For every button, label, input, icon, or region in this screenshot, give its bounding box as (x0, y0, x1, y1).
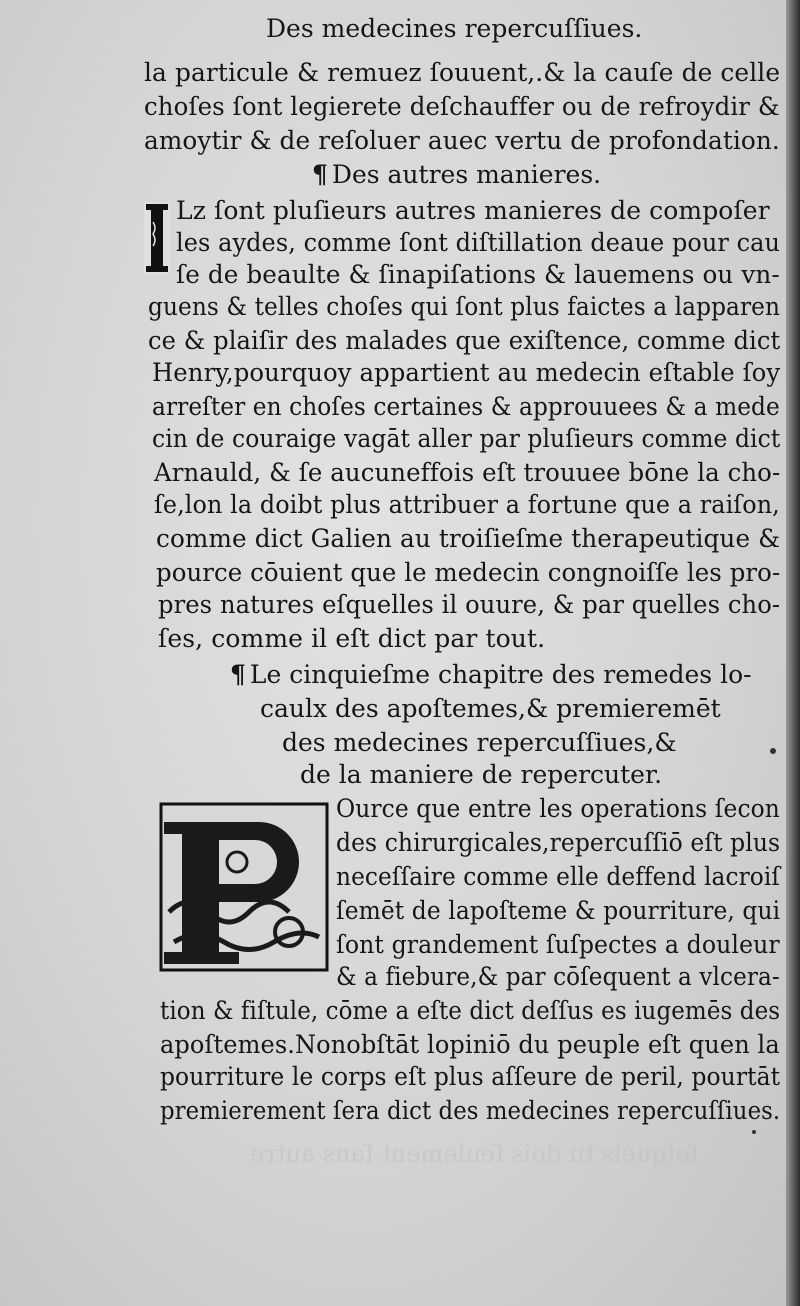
bleed-through-text: ſeſquels tu dois ſeulement ſans autre (250, 1140, 699, 1168)
text-line: premierement ſera dict des medecines repercuſſiues. (160, 1096, 781, 1125)
text-line: ſe de beaulte & ſinapiſations & lauemens ou vn- (176, 260, 780, 289)
text-line: & a fiebure,& par cōſequent a vlcera- (336, 962, 780, 991)
chapter-heading-line (230, 660, 752, 690)
text-line: ce & plaiſir des malades que exiſtence, comme dict (148, 326, 781, 355)
text-line: Lz ſont pluſieurs autres manieres de compoſer (176, 196, 770, 225)
text-line: arreſter en choſes certaines & approuuees & a mede (152, 392, 780, 421)
text-line: tion & fiſtule, cōme a eſte dict deſſus es iugemēs des (160, 996, 781, 1025)
chapter-heading-line: des medecines repercuſſiues,& (282, 728, 677, 757)
text-line: comme dict Galien au troiſieſme therapeutique & (156, 524, 781, 553)
section-title (312, 160, 601, 190)
text-line: apoſtemes.Nonobſtāt lopiniō du peuple eſt quen la (160, 1030, 780, 1059)
pilcrow-icon: ¶ (230, 660, 246, 689)
text-line: cin de couraige vagāt aller par pluſieurs comme dict (152, 424, 781, 453)
text-line: Ource que entre les operations ſecon (336, 794, 780, 823)
ink-speck (752, 1130, 756, 1134)
text-line: ſes, comme il eſt dict par tout. (158, 624, 546, 653)
chapter-heading-text: Le cinquieſme chapitre des remedes lo- (249, 660, 752, 689)
text-line: pource cōuient que le medecin congnoiſſe les pro- (156, 558, 781, 587)
running-head: Des medecines repercuſſiues. (266, 14, 643, 43)
text-line: amoytir & de reſoluer auec vertu de profondation. (144, 126, 780, 155)
text-line: les aydes, comme ſont diſtillation deaue pour cau (176, 228, 781, 257)
page-gutter-shadow (786, 0, 800, 1306)
text-line: la particule & remuez ſouuent,.& la cauſe de celle (144, 58, 781, 87)
text-line: choſes ſont legierete deſchauffer ou de refroydir & (144, 92, 780, 121)
chapter-heading-line: caulx des apoſtemes,& premieremēt (260, 694, 721, 723)
pilcrow-icon: ¶ (312, 160, 328, 189)
text-line: neceſſaire comme elle deffend lacroiſ (336, 862, 781, 891)
ink-speck (770, 748, 776, 754)
text-line: pourriture le corps eſt plus aſſeure de peril, pourtāt (160, 1062, 781, 1091)
chapter-heading-line: de la maniere de repercuter. (300, 760, 663, 789)
text-line: Henry,pourquoy appartient au medecin eſtable ſoy (152, 358, 781, 387)
decorated-initial-p-icon (159, 802, 329, 972)
text-line: des chirurgicales,repercuſſiō eſt plus (336, 828, 781, 857)
text-line: ſemēt de lapoſteme & pourriture, qui (336, 896, 781, 925)
decorated-initial-i-icon (144, 202, 170, 274)
text-line: ſont grandement ſuſpectes a douleur (336, 930, 780, 959)
text-line: Arnauld, & ſe aucuneffois eſt trouuee bōne la cho- (154, 458, 781, 487)
section-title-text: Des autres manieres. (331, 160, 602, 189)
text-line: pres natures eſquelles il ouure, & par quelles cho- (158, 590, 781, 619)
text-line: ſe,lon la doibt plus attribuer a fortune que a raiſon, (154, 490, 780, 519)
text-line: guens & telles choſes qui ſont plus faictes a lapparen (148, 292, 781, 321)
